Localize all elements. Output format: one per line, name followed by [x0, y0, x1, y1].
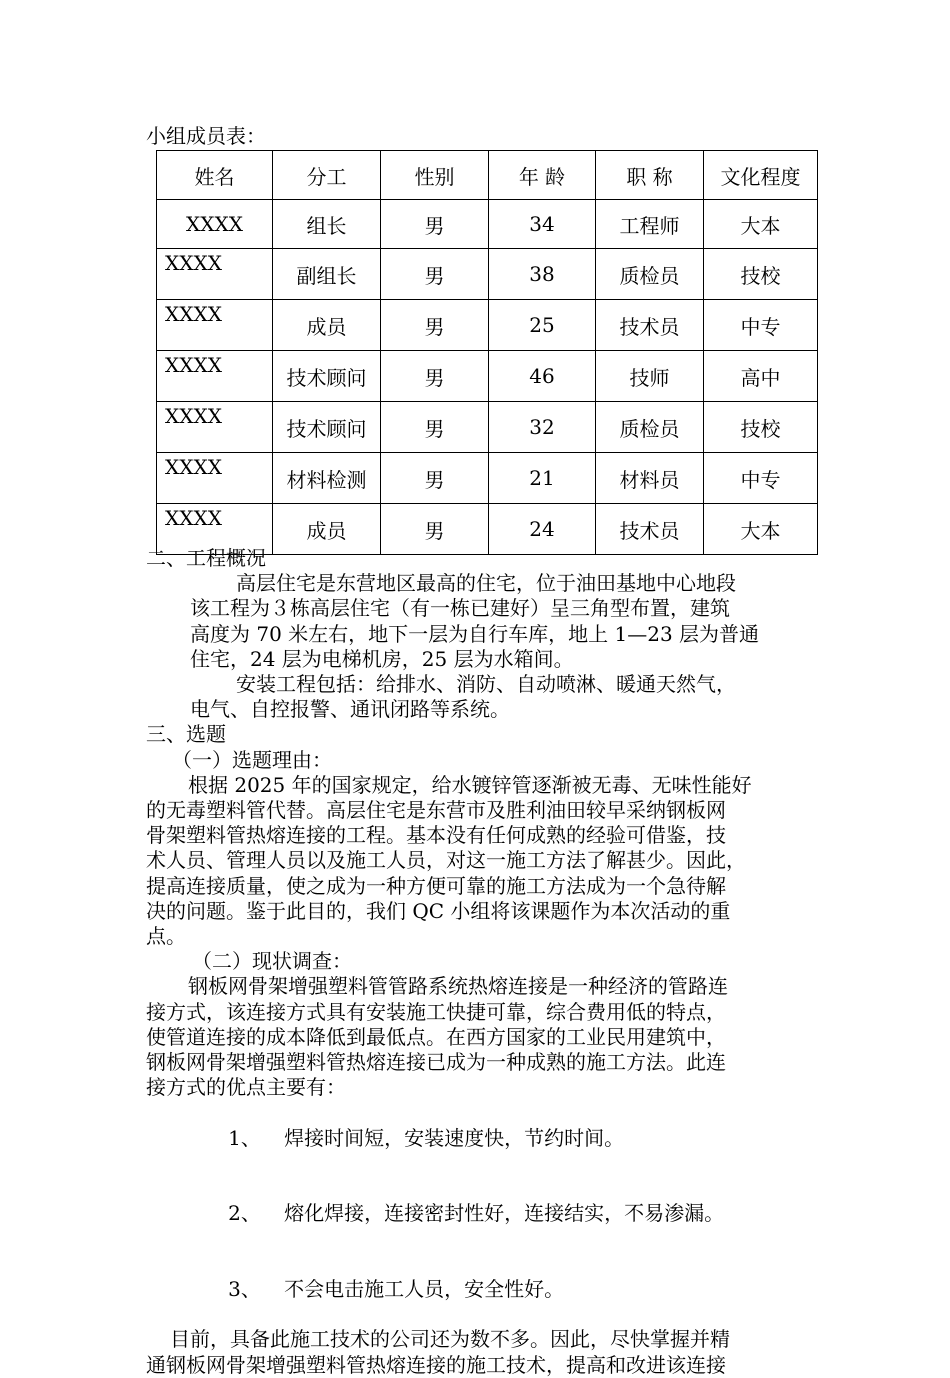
- table-cell: 男: [381, 504, 489, 555]
- paragraph-line: 接方式，该连接方式具有安装施工快捷可靠，综合费用低的特点，: [146, 999, 726, 1024]
- table-cell: 副组长: [273, 249, 381, 300]
- table-cell: 男: [381, 300, 489, 351]
- table-cell: 高中: [704, 351, 818, 402]
- list-text: 焊接时间短，安装速度快，节约时间。: [284, 1125, 625, 1150]
- list-number: 3、: [228, 1276, 261, 1301]
- table-cell: 材料员: [596, 453, 704, 504]
- table-header-cell: 姓名: [157, 151, 273, 200]
- table-cell: 质检员: [596, 402, 704, 453]
- table-cell: XXXX: [157, 249, 273, 300]
- table-row: [157, 200, 818, 249]
- table-cell: XXXX: [157, 200, 273, 249]
- table-cell: 成员: [273, 300, 381, 351]
- table-cell: 男: [381, 453, 489, 504]
- list-item: [146, 1176, 826, 1252]
- paragraph-line: 根据 2025 年的国家规定，给水镀锌管逐渐被无毒、无味性能好: [188, 772, 752, 797]
- table-cell: 男: [381, 402, 489, 453]
- list-text: 熔化焊接，连接密封性好，连接结实，不易渗漏。: [284, 1201, 725, 1226]
- section-heading: 三、选题: [146, 722, 226, 747]
- table-cell: 技术顾问: [273, 351, 381, 402]
- paragraph-line: 的无毒塑料管代替。高层住宅是东营市及胜利油田较早采纳钢板网: [146, 798, 726, 823]
- list-number: 1、: [228, 1125, 261, 1150]
- section-heading: 二、工程概况: [146, 546, 266, 570]
- table-cell: 技校: [704, 402, 818, 453]
- table-row: [157, 453, 818, 504]
- table-cell: XXXX: [157, 351, 273, 402]
- table-cell: 25: [489, 300, 596, 351]
- paragraph-line: 电气、自控报警、通讯闭路等系统。: [190, 697, 510, 722]
- table-header-cell: 年 龄: [489, 151, 596, 200]
- paragraph-line: 点。: [146, 924, 186, 949]
- subsection-heading: （二）现状调查：: [192, 949, 352, 974]
- table-cell: 技术员: [596, 300, 704, 351]
- table-cell: 成员: [273, 504, 381, 555]
- paragraph-line: 住宅，24 层为电梯机房，25 层为水箱间。: [190, 646, 574, 671]
- table-cell: 技师: [596, 351, 704, 402]
- paragraph-line: 高层住宅是东营地区最高的住宅，位于油田基地中心地段: [236, 571, 736, 596]
- list-item: [146, 1252, 826, 1328]
- table-cell: 大本: [704, 200, 818, 249]
- table-caption: 小组成员表：: [146, 124, 266, 148]
- table-cell: 21: [489, 453, 596, 504]
- paragraph-line: 提高连接质量，使之成为一种方便可靠的施工方法成为一个急待解: [146, 873, 726, 898]
- table-cell: 技术顾问: [273, 402, 381, 453]
- body-text: [146, 546, 826, 1378]
- table-header-cell: 文化程度: [704, 151, 818, 200]
- table-cell: 技术员: [596, 504, 704, 555]
- paragraph-line: 接方式的优点主要有：: [146, 1075, 346, 1100]
- table-cell: 组长: [273, 200, 381, 249]
- table-cell: 工程师: [596, 200, 704, 249]
- table-cell: 46: [489, 351, 596, 402]
- table-header-row: [157, 151, 818, 200]
- table-row: [157, 249, 818, 300]
- table-cell: XXXX: [157, 453, 273, 504]
- paragraph-line: 通钢板网骨架增强塑料管热熔连接的施工技术，提高和改进该连接: [146, 1352, 726, 1377]
- list-text: 不会电击施工人员，安全性好。: [284, 1276, 565, 1301]
- paragraph-line: 骨架塑料管热熔连接的工程。基本没有任何成熟的经验可借鉴，技: [146, 823, 726, 848]
- paragraph-line: 该工程为３栋高层住宅（有一栋已建好）呈三角型布置，建筑: [190, 596, 730, 621]
- table-cell: 38: [489, 249, 596, 300]
- members-table: [156, 150, 818, 555]
- table-cell: 中专: [704, 300, 818, 351]
- table-cell: 技校: [704, 249, 818, 300]
- table-cell: 质检员: [596, 249, 704, 300]
- table-cell: 34: [489, 200, 596, 249]
- table-cell: 男: [381, 249, 489, 300]
- table-row: [157, 300, 818, 351]
- paragraph-line: 目前，具备此施工技术的公司还为数不多。因此，尽快掌握并精: [170, 1327, 730, 1352]
- subsection-heading: （一）选题理由：: [172, 747, 332, 772]
- table-row: [157, 351, 818, 402]
- table-cell: 32: [489, 402, 596, 453]
- table-cell: 大本: [704, 504, 818, 555]
- paragraph-line: 钢板网骨架增强塑料管热熔连接已成为一种成熟的施工方法。此连: [146, 1050, 726, 1075]
- table-cell: 24: [489, 504, 596, 555]
- paragraph-line: 决的问题。鉴于此目的，我们 QC 小组将该课题作为本次活动的重: [146, 898, 731, 923]
- list-number: 2、: [228, 1201, 261, 1226]
- paragraph-line: 钢板网骨架增强塑料管管路系统热熔连接是一种经济的管路连: [188, 974, 728, 999]
- table-header-cell: 分工: [273, 151, 381, 200]
- paragraph-line: 术人员、管理人员以及施工人员，对这一施工方法了解甚少。因此，: [146, 848, 746, 873]
- list-item: [146, 1100, 826, 1176]
- table-row: [157, 402, 818, 453]
- paragraph-line: 使管道连接的成本降低到最低点。在西方国家的工业民用建筑中，: [146, 1024, 726, 1049]
- table-cell: 男: [381, 200, 489, 249]
- table-header-cell: 职 称: [596, 151, 704, 200]
- table-cell: XXXX: [157, 504, 273, 555]
- table-cell: XXXX: [157, 402, 273, 453]
- table-header-cell: 性别: [381, 151, 489, 200]
- table-cell: XXXX: [157, 300, 273, 351]
- table-cell: 男: [381, 351, 489, 402]
- table-cell: 中专: [704, 453, 818, 504]
- table-cell: 材料检测: [273, 453, 381, 504]
- paragraph-line: 安装工程包括：给排水、消防、自动喷淋、暖通天然气，: [236, 672, 736, 697]
- paragraph-line: 高度为 70 米左右，地下一层为自行车库，地上 1—23 层为普通: [190, 621, 760, 646]
